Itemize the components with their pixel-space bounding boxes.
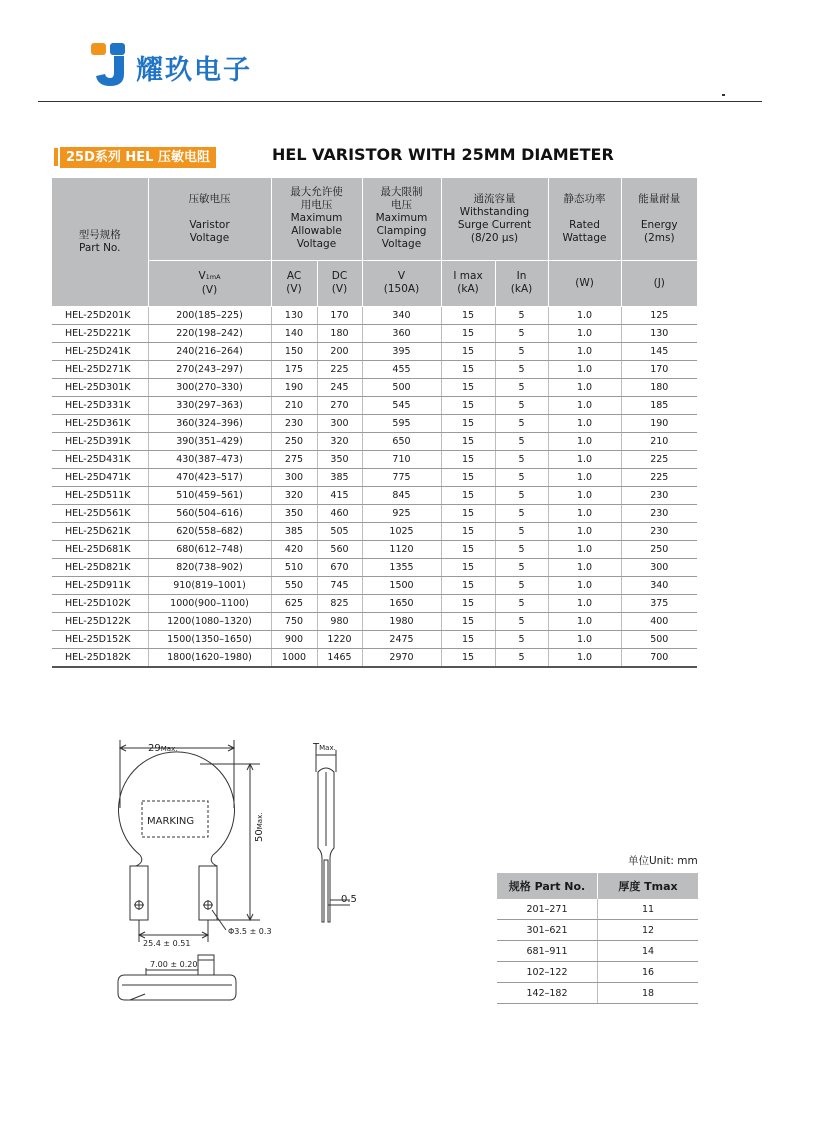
- table-cell: 390(351–429): [148, 432, 271, 450]
- table-cell: 240(216–264): [148, 342, 271, 360]
- table-cell: 1.0: [548, 306, 621, 324]
- table-cell: 5: [495, 468, 548, 486]
- table-cell: 1.0: [548, 504, 621, 522]
- table-cell: 385: [317, 468, 362, 486]
- table-cell: 180: [621, 378, 697, 396]
- table-cell: 1.0: [548, 576, 621, 594]
- table-cell: 15: [441, 450, 495, 468]
- table-cell: 300: [621, 558, 697, 576]
- table-cell: HEL-25D152K: [52, 630, 148, 648]
- table-cell: 150: [271, 342, 317, 360]
- table-cell: 400: [621, 612, 697, 630]
- table-cell: 320: [271, 486, 317, 504]
- table-cell: 980: [317, 612, 362, 630]
- thickness-cell: 12: [598, 920, 699, 941]
- table-cell: 5: [495, 414, 548, 432]
- table-cell: 245: [317, 378, 362, 396]
- unit-label: 单位Unit: mm: [628, 855, 698, 867]
- col-rated-wattage: 静态功率 Rated Wattage: [548, 178, 621, 260]
- thickness-table: [497, 873, 698, 1004]
- table-row: [52, 540, 697, 558]
- table-cell: HEL-25D221K: [52, 324, 148, 342]
- table-row: [52, 648, 697, 667]
- table-cell: 220(198–242): [148, 324, 271, 342]
- table-cell: HEL-25D391K: [52, 432, 148, 450]
- table-cell: 5: [495, 612, 548, 630]
- col-varistor-voltage: 压敏电压 Varistor Voltage: [148, 178, 271, 260]
- table-cell: 5: [495, 576, 548, 594]
- table-cell: HEL-25D911K: [52, 576, 148, 594]
- table-cell: 505: [317, 522, 362, 540]
- table-cell: 1.0: [548, 594, 621, 612]
- table-cell: 250: [621, 540, 697, 558]
- table-cell: 15: [441, 432, 495, 450]
- svg-text:29Max.: [148, 743, 177, 754]
- table-cell: 775: [362, 468, 441, 486]
- thickness-cell: 14: [598, 941, 699, 962]
- table-cell: 1.0: [548, 540, 621, 558]
- table-cell: 1500(1350–1650): [148, 630, 271, 648]
- lead-dim: 0.5: [341, 894, 357, 905]
- table-cell: 5: [495, 306, 548, 324]
- table-cell: 5: [495, 486, 548, 504]
- table-cell: 210: [621, 432, 697, 450]
- table-row: [52, 486, 697, 504]
- table-cell: 170: [317, 306, 362, 324]
- table-cell: HEL-25D122K: [52, 612, 148, 630]
- table-cell: 15: [441, 522, 495, 540]
- table-row: [52, 522, 697, 540]
- table-cell: 350: [271, 504, 317, 522]
- table-cell: 15: [441, 630, 495, 648]
- table-cell: HEL-25D241K: [52, 342, 148, 360]
- table-cell: 5: [495, 648, 548, 667]
- unit-energy: (J): [621, 260, 697, 306]
- col-clamping-voltage: 最大限制电压 Maximum Clamping Voltage: [362, 178, 441, 260]
- table-cell: 5: [495, 522, 548, 540]
- table-cell: 5: [495, 342, 548, 360]
- table-cell: 5: [495, 594, 548, 612]
- table-cell: 225: [621, 450, 697, 468]
- table-cell: 1.0: [548, 558, 621, 576]
- thickness-col-part: 规格 Part No.: [497, 873, 598, 899]
- table-cell: 130: [621, 324, 697, 342]
- table-cell: 200: [317, 342, 362, 360]
- table-cell: 190: [621, 414, 697, 432]
- table-row: [52, 558, 697, 576]
- pitch-dim: 25.4 ± 0.51: [143, 939, 191, 948]
- table-cell: 550: [271, 576, 317, 594]
- table-row: [52, 450, 697, 468]
- table-cell: 680(612–748): [148, 540, 271, 558]
- table-cell: 710: [362, 450, 441, 468]
- table-cell: 15: [441, 360, 495, 378]
- table-cell: 1.0: [548, 360, 621, 378]
- table-cell: 200(185–225): [148, 306, 271, 324]
- table-cell: 340: [362, 306, 441, 324]
- table-cell: 15: [441, 648, 495, 667]
- unit-imax: I max (kA): [441, 260, 495, 306]
- table-cell: 670: [317, 558, 362, 576]
- table-row: [52, 504, 697, 522]
- table-cell: 230: [271, 414, 317, 432]
- table-row: [52, 342, 697, 360]
- table-cell: 2475: [362, 630, 441, 648]
- table-cell: 270(243–297): [148, 360, 271, 378]
- table-cell: 5: [495, 450, 548, 468]
- table-cell: HEL-25D681K: [52, 540, 148, 558]
- table-cell: 1980: [362, 612, 441, 630]
- table-cell: 900: [271, 630, 317, 648]
- width-max: Max.: [160, 745, 178, 753]
- table-cell: 420: [271, 540, 317, 558]
- thickness-cell: 18: [598, 983, 699, 1004]
- table-row: [52, 324, 697, 342]
- table-cell: 1.0: [548, 396, 621, 414]
- table-cell: 1.0: [548, 612, 621, 630]
- table-cell: 375: [621, 594, 697, 612]
- table-cell: 15: [441, 342, 495, 360]
- thickness-row: [497, 941, 698, 962]
- table-cell: 1220: [317, 630, 362, 648]
- table-cell: HEL-25D182K: [52, 648, 148, 667]
- unit-dc: DC (V): [317, 260, 362, 306]
- table-cell: 5: [495, 558, 548, 576]
- table-cell: 1.0: [548, 630, 621, 648]
- table-cell: 560: [317, 540, 362, 558]
- height-dim: 50: [254, 829, 265, 842]
- table-cell: 250: [271, 432, 317, 450]
- header-divider: [38, 101, 762, 102]
- table-cell: 1000(900–1100): [148, 594, 271, 612]
- dimension-drawing: [0, 730, 825, 1060]
- table-cell: 275: [271, 450, 317, 468]
- table-cell: 230: [621, 522, 697, 540]
- table-cell: 510(459–561): [148, 486, 271, 504]
- brand-logo-icon: [88, 40, 132, 88]
- table-cell: 430(387–473): [148, 450, 271, 468]
- table-cell: 15: [441, 612, 495, 630]
- table-cell: 210: [271, 396, 317, 414]
- table-cell: 1.0: [548, 450, 621, 468]
- table-row: [52, 612, 697, 630]
- thickness-cell: 681–911: [497, 941, 598, 962]
- table-cell: 230: [621, 504, 697, 522]
- table-cell: 15: [441, 396, 495, 414]
- table-cell: 225: [621, 468, 697, 486]
- table-cell: 1355: [362, 558, 441, 576]
- table-row: [52, 432, 697, 450]
- thickness-row: [497, 962, 698, 983]
- table-cell: 175: [271, 360, 317, 378]
- table-cell: 820(738–902): [148, 558, 271, 576]
- table-cell: 5: [495, 396, 548, 414]
- table-cell: 1650: [362, 594, 441, 612]
- table-cell: 1025: [362, 522, 441, 540]
- col-surge-current: 通流容量 Withstanding Surge Current (8/20 μs): [441, 178, 548, 260]
- table-row: [52, 378, 697, 396]
- table-cell: 1120: [362, 540, 441, 558]
- table-row: [52, 414, 697, 432]
- table-cell: 415: [317, 486, 362, 504]
- table-cell: 385: [271, 522, 317, 540]
- table-cell: 1.0: [548, 486, 621, 504]
- table-cell: 180: [317, 324, 362, 342]
- table-cell: 15: [441, 306, 495, 324]
- table-cell: HEL-25D361K: [52, 414, 148, 432]
- table-cell: 910(819–1001): [148, 576, 271, 594]
- unit-ac: AC (V): [271, 260, 317, 306]
- table-row: [52, 468, 697, 486]
- table-cell: HEL-25D621K: [52, 522, 148, 540]
- table-cell: 5: [495, 630, 548, 648]
- height-max: Max.: [256, 812, 264, 830]
- table-cell: 140: [271, 324, 317, 342]
- table-cell: 170: [621, 360, 697, 378]
- col-part-no: 型号规格 Part No.: [52, 178, 148, 306]
- table-cell: 5: [495, 324, 548, 342]
- thickness-row: [497, 899, 698, 920]
- table-cell: 350: [317, 450, 362, 468]
- table-cell: 5: [495, 540, 548, 558]
- table-cell: 360(324–396): [148, 414, 271, 432]
- thickness-cell: 201–271: [497, 899, 598, 920]
- table-row: [52, 396, 697, 414]
- table-cell: 1000: [271, 648, 317, 667]
- table-cell: 395: [362, 342, 441, 360]
- table-cell: 1.0: [548, 648, 621, 667]
- table-cell: 5: [495, 504, 548, 522]
- table-cell: 5: [495, 360, 548, 378]
- table-cell: 2970: [362, 648, 441, 667]
- table-row: [52, 360, 697, 378]
- table-cell: 700: [621, 648, 697, 667]
- varistor-spec-table: [52, 178, 697, 668]
- table-cell: HEL-25D301K: [52, 378, 148, 396]
- table-cell: 500: [362, 378, 441, 396]
- table-cell: 5: [495, 432, 548, 450]
- table-cell: 185: [621, 396, 697, 414]
- header-mark: [722, 94, 725, 96]
- table-cell: 510: [271, 558, 317, 576]
- table-cell: 1.0: [548, 378, 621, 396]
- unit-in: In (kA): [495, 260, 548, 306]
- table-cell: HEL-25D821K: [52, 558, 148, 576]
- table-cell: 360: [362, 324, 441, 342]
- table-cell: HEL-25D561K: [52, 504, 148, 522]
- col-energy: 能量耐量 Energy (2ms): [621, 178, 697, 260]
- table-cell: 15: [441, 468, 495, 486]
- table-cell: 925: [362, 504, 441, 522]
- table-cell: 455: [362, 360, 441, 378]
- unit-clamp: V (150A): [362, 260, 441, 306]
- thickness-cell: 102–122: [497, 962, 598, 983]
- table-cell: 1.0: [548, 342, 621, 360]
- thickness-cell: 142–182: [497, 983, 598, 1004]
- thickness-col-tmax: 厚度 Tmax: [598, 873, 699, 899]
- thickness-row: [497, 920, 698, 941]
- table-cell: HEL-25D511K: [52, 486, 148, 504]
- table-cell: 15: [441, 540, 495, 558]
- table-cell: 500: [621, 630, 697, 648]
- table-cell: 270: [317, 396, 362, 414]
- table-cell: 545: [362, 396, 441, 414]
- table-cell: HEL-25D471K: [52, 468, 148, 486]
- table-cell: 15: [441, 594, 495, 612]
- table-cell: 560(504–616): [148, 504, 271, 522]
- table-cell: HEL-25D331K: [52, 396, 148, 414]
- table-cell: HEL-25D431K: [52, 450, 148, 468]
- table-cell: 750: [271, 612, 317, 630]
- table-row: [52, 306, 697, 324]
- col-allowable-voltage: 最大允许使用电压 Maximum Allowable Voltage: [271, 178, 362, 260]
- table-row: [52, 594, 697, 612]
- hole-dim: Φ3.5 ± 0.3: [228, 927, 272, 936]
- thickness-row: [497, 983, 698, 1004]
- table-cell: 15: [441, 414, 495, 432]
- table-cell: 125: [621, 306, 697, 324]
- table-cell: 15: [441, 324, 495, 342]
- table-cell: 625: [271, 594, 317, 612]
- offset-dim: 7.00 ± 0.20: [150, 960, 198, 969]
- section-title: HEL VARISTOR WITH 25MM DIAMETER: [272, 145, 614, 164]
- table-cell: 1200(1080–1320): [148, 612, 271, 630]
- table-cell: 1.0: [548, 432, 621, 450]
- thickness-dim: T: [313, 742, 320, 753]
- table-cell: 15: [441, 378, 495, 396]
- table-cell: 620(558–682): [148, 522, 271, 540]
- table-cell: 1.0: [548, 468, 621, 486]
- thickness-cell: 16: [598, 962, 699, 983]
- table-cell: 595: [362, 414, 441, 432]
- table-cell: 1.0: [548, 522, 621, 540]
- svg-text:TMax.: [312, 742, 336, 753]
- table-cell: 1.0: [548, 414, 621, 432]
- table-cell: 825: [317, 594, 362, 612]
- table-cell: 130: [271, 306, 317, 324]
- table-cell: 190: [271, 378, 317, 396]
- table-cell: 470(423–517): [148, 468, 271, 486]
- table-cell: 15: [441, 486, 495, 504]
- table-row: [52, 630, 697, 648]
- width-dim: 29: [148, 743, 161, 754]
- table-cell: 300(270–330): [148, 378, 271, 396]
- table-cell: 845: [362, 486, 441, 504]
- unit-v1ma: V1mA (V): [148, 260, 271, 306]
- table-cell: 320: [317, 432, 362, 450]
- table-cell: 330(297–363): [148, 396, 271, 414]
- unit-watt: (W): [548, 260, 621, 306]
- table-cell: 1500: [362, 576, 441, 594]
- table-cell: 460: [317, 504, 362, 522]
- table-cell: 650: [362, 432, 441, 450]
- table-cell: 745: [317, 576, 362, 594]
- table-cell: 145: [621, 342, 697, 360]
- table-cell: 1465: [317, 648, 362, 667]
- brand-name: 耀玖电子: [136, 55, 252, 86]
- table-cell: 15: [441, 576, 495, 594]
- section-badge: 25D系列 HEL 压敏电阻: [60, 147, 216, 168]
- table-cell: 1.0: [548, 324, 621, 342]
- table-cell: 5: [495, 378, 548, 396]
- thickness-cell: 11: [598, 899, 699, 920]
- table-cell: 340: [621, 576, 697, 594]
- table-cell: HEL-25D201K: [52, 306, 148, 324]
- table-cell: 225: [317, 360, 362, 378]
- svg-text:50Max.: [254, 813, 265, 842]
- table-cell: 230: [621, 486, 697, 504]
- table-cell: HEL-25D271K: [52, 360, 148, 378]
- section-accent-bar: [54, 148, 58, 166]
- table-cell: 300: [271, 468, 317, 486]
- thickness-cell: 301–621: [497, 920, 598, 941]
- thickness-max: Max.: [319, 744, 336, 752]
- table-cell: 15: [441, 558, 495, 576]
- table-cell: HEL-25D102K: [52, 594, 148, 612]
- table-cell: 15: [441, 504, 495, 522]
- table-cell: 1800(1620–1980): [148, 648, 271, 667]
- marking-label: MARKING: [147, 816, 195, 827]
- table-cell: 300: [317, 414, 362, 432]
- table-row: [52, 576, 697, 594]
